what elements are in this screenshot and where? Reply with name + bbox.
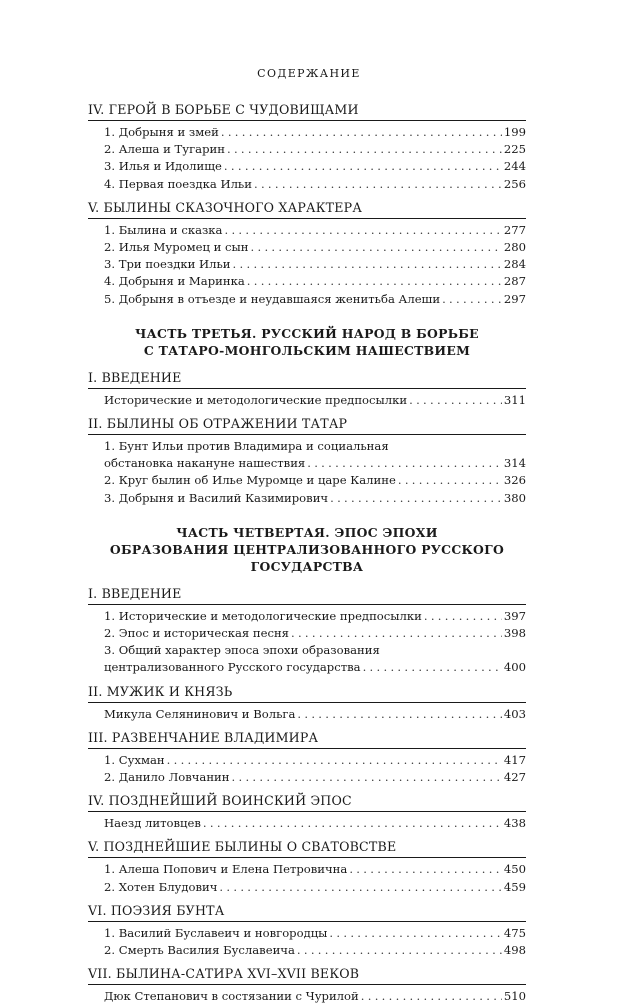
toc-entry[interactable] bbox=[88, 472, 526, 489]
section-title: I. ВВЕДЕНИЕ bbox=[88, 585, 182, 601]
dot-leader bbox=[349, 861, 502, 878]
part-heading-line: С ТАТАРО-МОНГОЛЬСКИМ НАШЕСТВИЕМ bbox=[143, 342, 471, 358]
page-number: 280 bbox=[503, 240, 526, 255]
dot-leader bbox=[247, 273, 502, 290]
toc-entry[interactable] bbox=[88, 256, 526, 273]
dot-leader bbox=[361, 988, 502, 1005]
page-number: 314 bbox=[503, 456, 526, 471]
section-title: V. ПОЗДНЕЙШИЕ БЫЛИНЫ О СВАТОВСТВЕ bbox=[88, 839, 397, 855]
page-number: 498 bbox=[503, 943, 526, 958]
entry-title: 1. Сухман bbox=[104, 752, 165, 767]
section-title: V. БЫЛИНЫ СКАЗОЧНОГО ХАРАКТЕРА bbox=[88, 199, 363, 215]
toc-entry[interactable] bbox=[88, 752, 526, 769]
entry-title: 1. Алеша Попович и Елена Петровична bbox=[104, 862, 348, 877]
page-number: 244 bbox=[503, 159, 526, 174]
toc-section bbox=[88, 369, 526, 409]
dot-leader bbox=[442, 291, 502, 308]
toc-entry[interactable] bbox=[88, 988, 526, 1005]
dot-leader bbox=[398, 472, 502, 489]
entry-title: 1. Бунт Ильи против Владимира и социальная bbox=[104, 439, 389, 454]
entry-title-continued: централизованного Русского государства bbox=[104, 660, 361, 675]
section-title: VII. БЫЛИНА-САТИРА XVI–XVII ВЕКОВ bbox=[88, 966, 360, 982]
page-number: 400 bbox=[503, 660, 526, 675]
page-number: 199 bbox=[503, 125, 526, 139]
dot-leader bbox=[297, 942, 502, 959]
toc-entry[interactable] bbox=[88, 239, 526, 256]
entry-title: Микула Селянинович и Вольга bbox=[104, 706, 296, 721]
entry-title: 1. Добрыня и змей bbox=[104, 125, 219, 139]
section-title: IV. ГЕРОЙ В БОРЬБЕ С ЧУДОВИЩАМИ bbox=[88, 102, 359, 117]
page-number: 403 bbox=[503, 706, 526, 721]
entry-title: 3. Три поездки Ильи bbox=[104, 257, 231, 272]
page-number: 450 bbox=[503, 862, 526, 877]
part-heading bbox=[88, 524, 526, 575]
section-rule bbox=[88, 702, 526, 703]
toc-entry[interactable] bbox=[88, 124, 526, 141]
toc-section bbox=[88, 585, 526, 677]
section-title: II. МУЖИК И КНЯЗЬ bbox=[88, 683, 233, 699]
entry-title: 1. Василий Буславеич и новгородцы bbox=[104, 925, 328, 940]
table-of-contents bbox=[88, 95, 526, 1005]
toc-entry[interactable] bbox=[88, 438, 526, 472]
dot-leader bbox=[409, 392, 502, 409]
dot-leader bbox=[233, 256, 502, 273]
entry-title: 3. Общий характер эпоса эпохи образования bbox=[104, 643, 380, 658]
entry-line bbox=[104, 455, 526, 472]
toc-entry[interactable] bbox=[88, 490, 526, 507]
dot-leader bbox=[297, 706, 501, 723]
dot-leader bbox=[221, 124, 502, 141]
entry-title: 1. Исторические и методологические предпосылки bbox=[104, 608, 422, 623]
page-number: 284 bbox=[503, 257, 526, 272]
entry-title-continued: обстановка накануне нашествия bbox=[104, 456, 306, 471]
dot-leader bbox=[291, 625, 502, 642]
toc-section bbox=[88, 792, 526, 832]
part-heading-line: ЧАСТЬ ТРЕТЬЯ. РУССКИЙ НАРОД В БОРЬБЕ bbox=[135, 325, 479, 341]
page-number: 510 bbox=[503, 989, 526, 1004]
toc-entry[interactable] bbox=[88, 392, 526, 409]
entry-line bbox=[104, 659, 526, 676]
page-number: 380 bbox=[503, 490, 526, 505]
dot-leader bbox=[424, 608, 502, 625]
section-rule bbox=[88, 218, 526, 219]
entry-title: 3. Илья и Идолище bbox=[104, 159, 222, 174]
section-rule bbox=[88, 984, 526, 985]
toc-entry[interactable] bbox=[88, 861, 526, 878]
toc-entry[interactable] bbox=[88, 706, 526, 723]
toc-entry[interactable] bbox=[88, 815, 526, 832]
dot-leader bbox=[219, 879, 501, 896]
page-number: 438 bbox=[503, 816, 526, 831]
toc-section bbox=[88, 415, 526, 507]
page-number: 287 bbox=[503, 274, 526, 289]
section-rule bbox=[88, 857, 526, 858]
dot-leader bbox=[227, 141, 502, 158]
toc-entry[interactable] bbox=[88, 642, 526, 676]
section-rule bbox=[88, 120, 526, 121]
entry-title: 2. Алеша и Тугарин bbox=[104, 142, 225, 157]
entry-title: 2. Хотен Блудович bbox=[104, 879, 218, 894]
toc-section bbox=[88, 199, 526, 308]
entry-title: 2. Илья Муромец и сын bbox=[104, 240, 249, 255]
part-heading-line: ЧАСТЬ ЧЕТВЕРТАЯ. ЭПОС ЭПОХИ bbox=[176, 524, 438, 540]
section-rule bbox=[88, 388, 526, 389]
section-rule bbox=[88, 811, 526, 812]
entry-title: 2. Данило Ловчанин bbox=[104, 770, 230, 785]
page-number: 256 bbox=[503, 176, 526, 191]
entry-title: Исторические и методологические предпосылки bbox=[104, 392, 408, 407]
toc-entry[interactable] bbox=[88, 222, 526, 239]
toc-entry[interactable] bbox=[88, 273, 526, 290]
page-number: 225 bbox=[503, 142, 526, 157]
entry-title: 2. Круг былин об Илье Муромце и царе Калине bbox=[104, 473, 396, 488]
entry-title: 2. Смерть Василия Буславеича bbox=[104, 943, 295, 958]
entry-title: 5. Добрыня в отъезде и неудавшаяся женитьба Алеши bbox=[104, 291, 441, 306]
section-rule bbox=[88, 604, 526, 605]
dot-leader bbox=[224, 222, 501, 239]
toc-entry[interactable] bbox=[88, 942, 526, 959]
toc-entry[interactable] bbox=[88, 925, 526, 942]
toc-section bbox=[88, 838, 526, 895]
page-number: 427 bbox=[503, 770, 526, 785]
page-number: 398 bbox=[503, 626, 526, 641]
entry-title: Наезд литовцев bbox=[104, 816, 201, 831]
toc-entry[interactable] bbox=[88, 158, 526, 175]
toc-section bbox=[88, 965, 526, 1005]
running-head: СОДЕРЖАНИЕ bbox=[257, 67, 361, 80]
toc-section bbox=[88, 902, 526, 959]
dot-leader bbox=[329, 925, 501, 942]
toc-entry[interactable] bbox=[88, 625, 526, 642]
part-heading bbox=[88, 325, 526, 359]
page-number: 277 bbox=[503, 222, 526, 237]
toc-section bbox=[88, 101, 526, 193]
page-number: 397 bbox=[503, 608, 526, 623]
dot-leader bbox=[224, 158, 502, 175]
page-number: 417 bbox=[503, 752, 526, 767]
entry-title: 4. Первая поездка Ильи bbox=[104, 176, 252, 191]
section-rule bbox=[88, 434, 526, 435]
section-title: VI. ПОЭЗИЯ БУНТА bbox=[88, 902, 225, 918]
dot-leader bbox=[254, 176, 502, 193]
toc-entry[interactable] bbox=[88, 879, 526, 896]
toc-entry[interactable] bbox=[88, 291, 526, 308]
dot-leader bbox=[330, 490, 502, 507]
toc-entry[interactable] bbox=[88, 176, 526, 193]
entry-title: 4. Добрыня и Маринка bbox=[104, 274, 245, 289]
toc-entry[interactable] bbox=[88, 608, 526, 625]
entry-title: 2. Эпос и историческая песня bbox=[104, 626, 289, 641]
section-rule bbox=[88, 921, 526, 922]
dot-leader bbox=[167, 752, 502, 769]
section-title: IV. ПОЗДНЕЙШИЙ ВОИНСКИЙ ЭПОС bbox=[88, 793, 352, 809]
section-title: III. РАЗВЕНЧАНИЕ ВЛАДИМИРА bbox=[88, 729, 319, 745]
dot-leader bbox=[203, 815, 502, 832]
toc-entry[interactable] bbox=[88, 769, 526, 786]
dot-leader bbox=[251, 239, 502, 256]
dot-leader bbox=[232, 769, 502, 786]
toc-section bbox=[88, 683, 526, 723]
page-number: 326 bbox=[503, 473, 526, 488]
entry-title: 1. Былина и сказка bbox=[104, 222, 223, 237]
page-number: 459 bbox=[503, 879, 526, 894]
dot-leader bbox=[363, 659, 502, 676]
page-number: 297 bbox=[503, 291, 526, 306]
entry-title: Дюк Степанович в состязании с Чурилой bbox=[104, 989, 359, 1004]
part-heading-line: ГОСУДАРСТВА bbox=[250, 558, 364, 574]
section-rule bbox=[88, 748, 526, 749]
page-number: 475 bbox=[503, 925, 526, 940]
toc-section bbox=[88, 729, 526, 786]
section-title: II. БЫЛИНЫ ОБ ОТРАЖЕНИИ ТАТАР bbox=[88, 416, 348, 432]
section-title: I. ВВЕДЕНИЕ bbox=[88, 369, 182, 385]
page-number: 311 bbox=[503, 392, 526, 407]
part-heading-line: ОБРАЗОВАНИЯ ЦЕНТРАЛИЗОВАННОГО РУССКОГО bbox=[109, 541, 505, 557]
entry-title: 3. Добрыня и Василий Казимирович bbox=[104, 490, 329, 505]
dot-leader bbox=[307, 455, 502, 472]
toc-entry[interactable] bbox=[88, 141, 526, 158]
